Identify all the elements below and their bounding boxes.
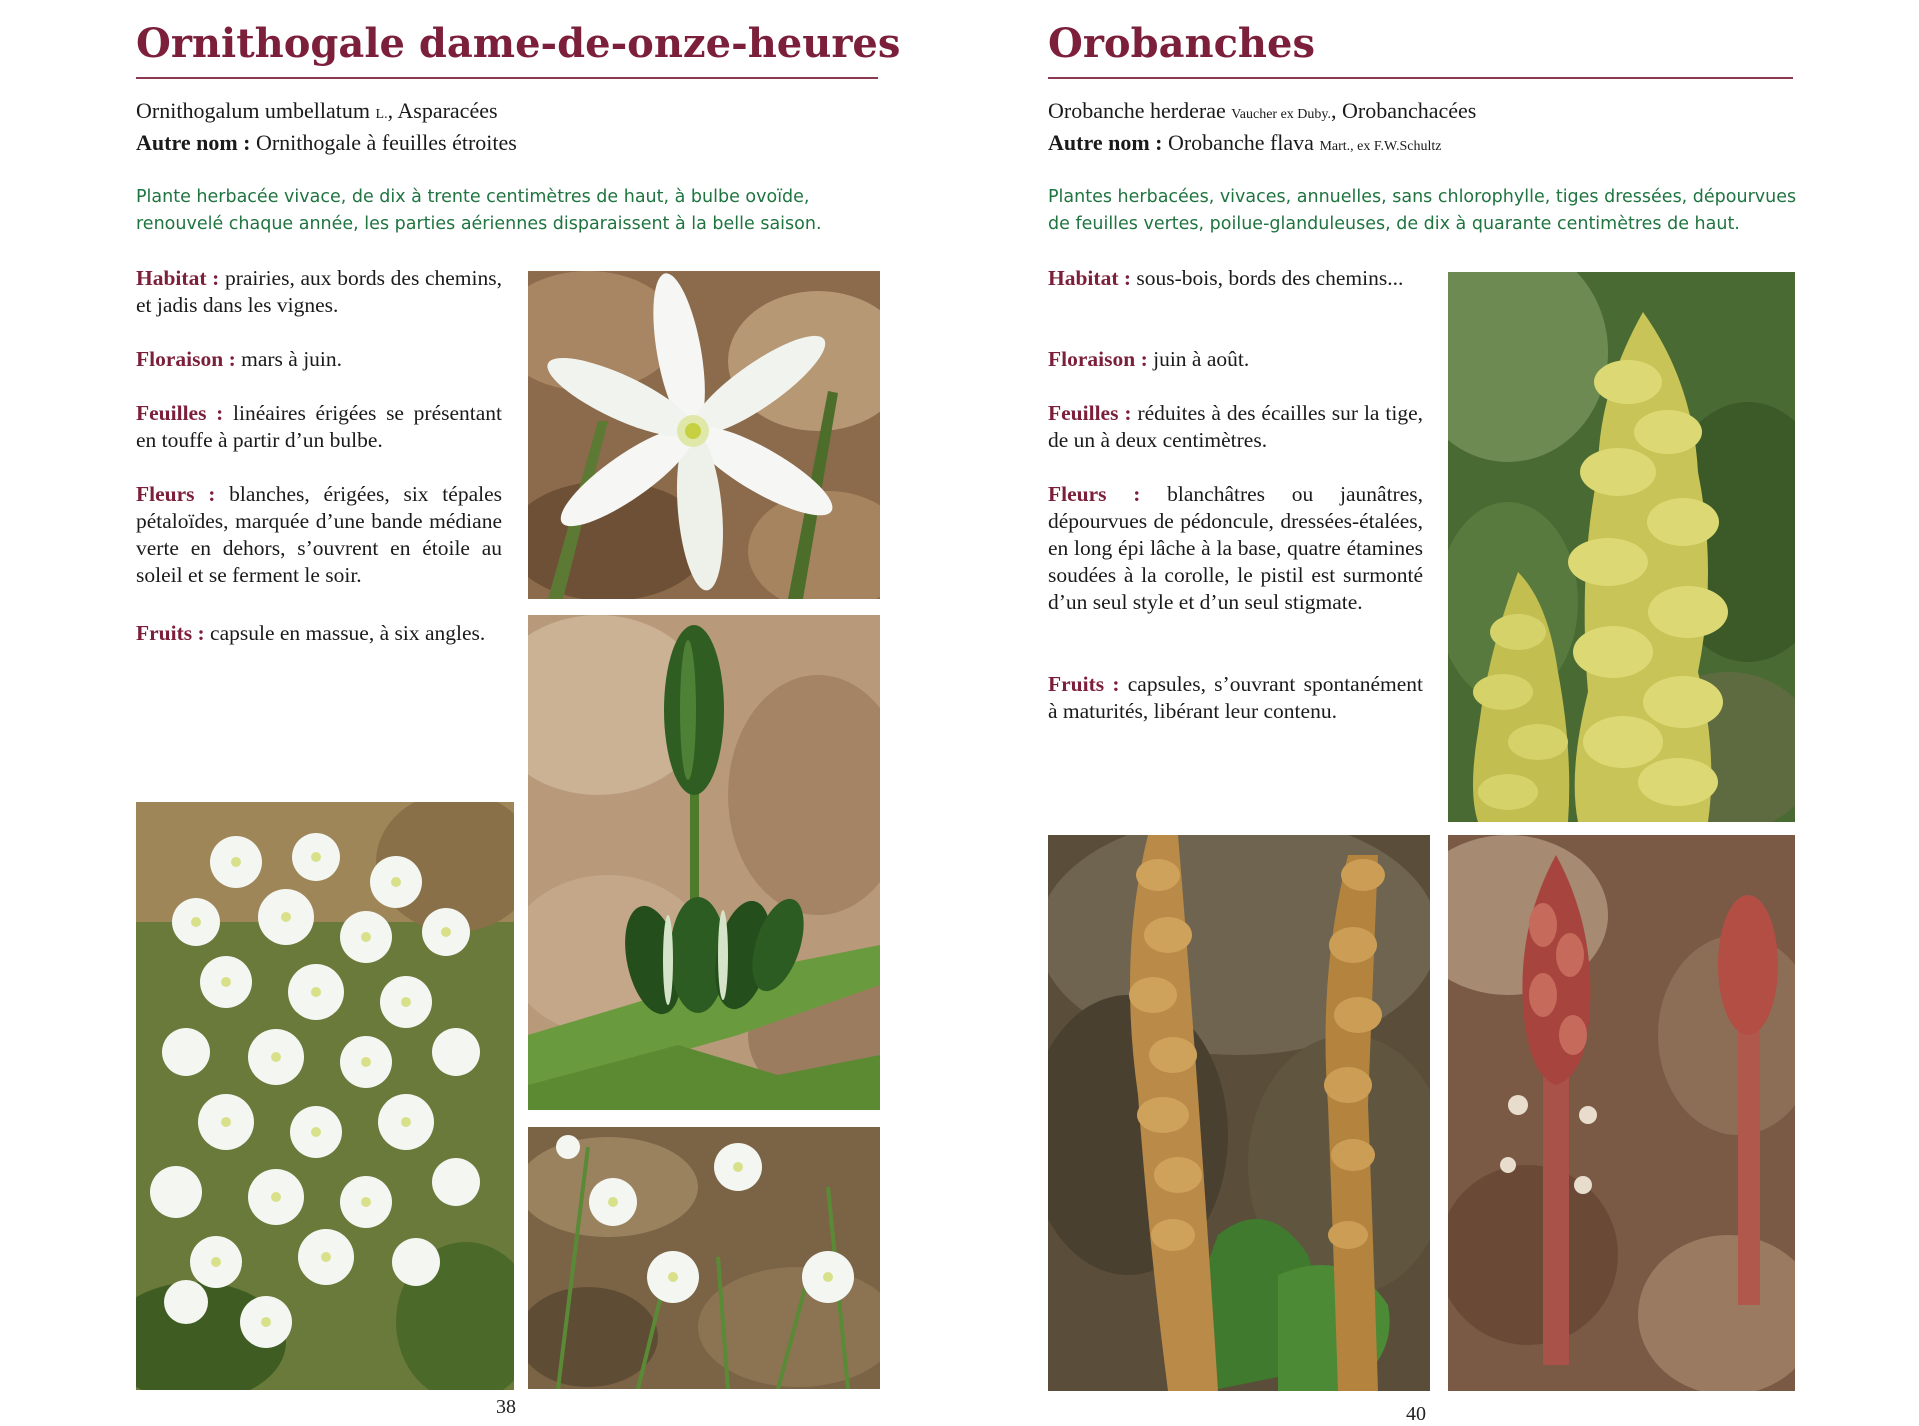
photo-ornithogale-buds: [528, 615, 880, 1110]
right-species-family: , Orobanchacées: [1331, 98, 1477, 123]
left-other-name-value: Ornithogale à feuilles étroites: [255, 130, 517, 155]
left-entry-fleurs: [136, 481, 502, 589]
right-species-author: Vaucher ex Duby.: [1231, 107, 1331, 122]
left-page-number: 38: [496, 1396, 516, 1418]
right-intro: Plantes herbacées, vivaces, annuelles, sans chlorophylle, tiges dressées, dépourvues de feuilles vertes, poilue-glanduleuses, de dix à quarante centimètres de haut.: [1048, 187, 1797, 234]
left-species-author: L.: [375, 107, 388, 122]
entry-label: Habitat :: [1048, 266, 1132, 290]
entry-text: linéaires érigées se présentant en touffe à partir d’un bulbe.: [136, 401, 503, 452]
left-species-name: Ornithogalum umbellatum: [136, 98, 371, 123]
right-species-name: Orobanche herderae: [1048, 98, 1226, 123]
photo-ornithogale-flower: [528, 271, 880, 599]
entry-label: Fleurs :: [136, 482, 216, 506]
left-title-rule: [136, 77, 878, 79]
entry-text: mars à juin.: [241, 347, 343, 371]
left-other-name-label: Autre nom :: [136, 130, 251, 155]
photo-ornithogale-cluster: [136, 802, 514, 1390]
left-entry-feuilles: [136, 400, 502, 454]
entry-label: Floraison :: [136, 347, 236, 371]
entry-text: blanches, érigées, six tépales pétaloïdes, marquée d’une bande médiane verte en dehors, s’ouvrent en étoile au soleil et se ferment le soir.: [136, 482, 502, 587]
entry-text: blanchâtres ou jaunâtres, dépourvues de pédoncule, dressées-étalées, en long épi lâche à la base, quatre étamines soudées à la corolle, le pistil est surmonté d’un seul style et d’un seul stigmate.: [1048, 482, 1423, 614]
entry-text: réduites à des écailles sur la tige, de un à deux centimètres.: [1048, 401, 1423, 452]
right-page: [960, 0, 1919, 1425]
right-entry-habitat: [1048, 265, 1423, 292]
entry-label: Fruits :: [136, 621, 205, 645]
photo-orobanche-brown: [1048, 835, 1430, 1391]
entry-label: Feuilles :: [136, 401, 224, 425]
left-page: [0, 0, 960, 1417]
left-entry-floraison: [136, 346, 502, 373]
left-entry-habitat: [136, 265, 502, 319]
entry-label: Floraison :: [1048, 347, 1148, 371]
entry-text: juin à août.: [1153, 347, 1250, 371]
entry-text: sous-bois, bords des chemins...: [1136, 266, 1404, 290]
right-entry-floraison: [1048, 346, 1423, 373]
left-entry-fruits: [136, 620, 502, 647]
left-page-title: Ornithogale dame-de-onze-heures: [136, 20, 901, 67]
entry-label: Habitat :: [136, 266, 220, 290]
photo-orobanche-red: [1448, 835, 1795, 1391]
entry-text: capsules, s’ouvrant spontanément à maturités, libérant leur contenu.: [1048, 672, 1423, 723]
left-species-family: , Asparacées: [387, 98, 498, 123]
right-other-name-label: Autre nom :: [1048, 130, 1163, 155]
entry-label: Fleurs :: [1048, 482, 1141, 506]
left-other-name: [136, 130, 517, 156]
right-other-name: [1048, 130, 1441, 156]
entry-label: Feuilles :: [1048, 401, 1132, 425]
left-intro: Plante herbacée vivace, de dix à trente centimètres de haut, à bulbe ovoïde, renouvelé chaque année, les parties aériennes disparaissent à la belle saison.: [136, 187, 822, 234]
entry-text: capsule en massue, à six angles.: [210, 621, 486, 645]
photo-orobanche-yellow: [1448, 272, 1795, 822]
right-entry-fleurs: [1048, 481, 1423, 616]
right-scientific-name: [1048, 98, 1476, 124]
right-page-number: 40: [1406, 1403, 1426, 1425]
entry-text: prairies, aux bords des chemins, et jadis dans les vignes.: [136, 266, 502, 317]
right-title-rule: [1048, 77, 1793, 79]
entry-label: Fruits :: [1048, 672, 1120, 696]
right-page-title: Orobanches: [1048, 20, 1315, 67]
photo-ornithogale-meadow: [528, 1127, 880, 1389]
right-entry-feuilles: [1048, 400, 1423, 454]
left-scientific-name: [136, 98, 498, 124]
right-entry-fruits: [1048, 671, 1423, 725]
right-other-name-author: Mart., ex F.W.Schultz: [1319, 139, 1442, 154]
right-other-name-value: Orobanche flava: [1167, 130, 1314, 155]
